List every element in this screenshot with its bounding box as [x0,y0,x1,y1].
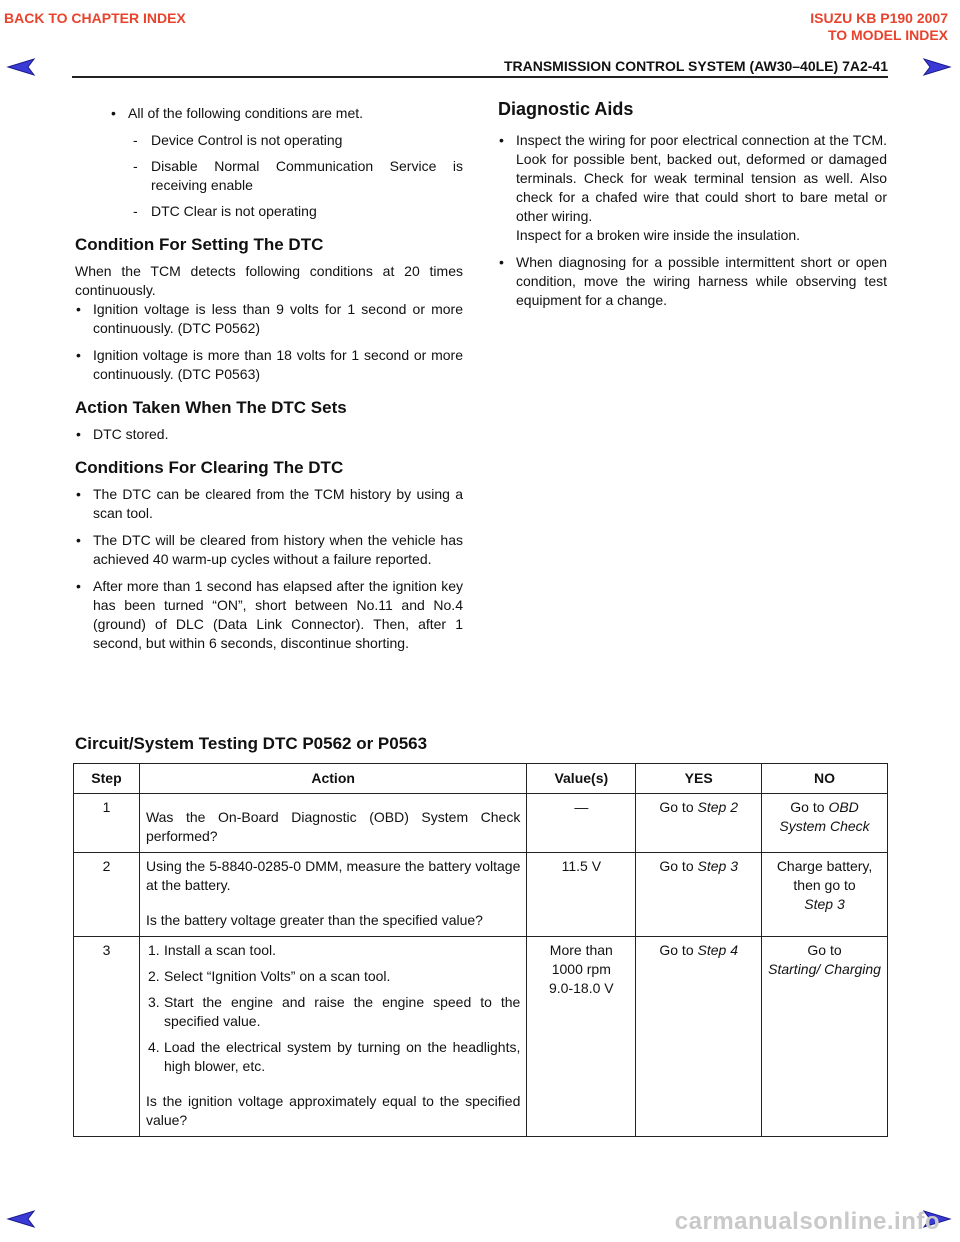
step-link[interactable]: Starting/ Charging [768,961,881,977]
prev-page-arrow-icon[interactable] [6,58,36,76]
intro-dash-item: - Disable Normal Communication Service is receiving enable [133,158,463,193]
clearing-heading: Conditions For Clearing The DTC [75,458,344,477]
sub-step: 3. Start the engine and raise the engine speed to the specified value. [147,994,521,1029]
step-no: Go to OBD System Check [762,794,888,853]
page-header-title: TRANSMISSION CONTROL SYSTEM (AW30–40LE) 7A2-41 [503,58,888,74]
step-action: Was the On-Board Diagnostic (OBD) System Check performed? [139,794,526,853]
intro-dash-item: - DTC Clear is not operating [133,203,317,219]
step-yes: Go to Step 4 [636,937,762,1137]
sub-step: 4. Load the electrical system by turning on the headlights, high blower, etc. [147,1039,521,1074]
setting-bullet: • Ignition voltage is more than 18 volts for 1 second or more continuously. (DTC P0563) [75,346,463,384]
action-heading: Action Taken When The DTC Sets [75,398,347,417]
intro-dash-item: - Device Control is not operating [133,132,343,148]
step-number: 2 [74,853,140,937]
column-header-values: Value(s) [527,764,636,794]
intro-bullet: • All of the following conditions are met. [110,104,463,123]
diagnostic-aid-bullet: • When diagnosing for a possible intermittent short or open condition, move the wiring harness while observing test equipment for a change. [498,253,887,310]
back-to-chapter-index-link[interactable]: BACK TO CHAPTER INDEX [4,10,186,26]
left-column [75,104,463,661]
table-row [74,853,888,937]
step-link[interactable]: OBD System Check [779,799,870,834]
prev-page-arrow-bottom-icon[interactable] [6,1210,36,1228]
step-yes: Go to Step 3 [636,853,762,937]
step-link[interactable]: Step 3 [697,858,738,874]
step-number: 1 [74,794,140,853]
setting-heading: Condition For Setting The DTC [75,235,324,254]
table-header-row [74,764,888,794]
clearing-bullet: • After more than 1 second has elapsed after the ignition key has been turned “ON”, short between No.11 and No.4 (ground) of DLC (Data Link Connector). Then, after 1 second, but within 6 seconds, discontinue shorting. [75,577,463,653]
column-header-no: NO [762,764,888,794]
diagnostic-steps-table [73,763,888,1137]
step-action: 1. Install a scan tool. 2. Select “Ignition Volts” on a scan tool. 3. Start the engine and raise the engine speed to the specified value. 4. Load the electrical system by turning on the headlights, high blower, etc. Is the ignition voltage approximately equal to the specified value? [139,937,526,1137]
diagnostic-aids-heading: Diagnostic Aids [498,99,634,119]
right-column [498,100,887,318]
setting-bullet: • Ignition voltage is less than 9 volts for 1 second or more continuously. (DTC P0562) [75,300,463,338]
model-name-label: ISUZU KB P190 2007 [810,10,948,26]
table-row [74,937,888,1137]
clearing-bullet: • The DTC will be cleared from history when the vehicle has achieved 40 warm-up cycles without a failure reported. [75,531,463,569]
step-no: Go to Starting/ Charging [762,937,888,1137]
clearing-bullet: • The DTC can be cleared from the TCM history by using a scan tool. [75,485,463,523]
next-page-arrow-icon[interactable] [922,58,952,76]
column-header-yes: YES [636,764,762,794]
step-number: 3 [74,937,140,1137]
step-yes: Go to Step 2 [636,794,762,853]
watermark: carmanualsonline.info [674,1208,940,1235]
setting-paragraph: When the TCM detects following conditions at 20 times continuously. [75,263,463,298]
step-value: 11.5 V [527,853,636,937]
sub-step: 1. Install a scan tool. [147,942,277,958]
model-index-nav[interactable] [810,10,948,44]
table-row [74,794,888,853]
step-action: Using the 5-8840-0285-0 DMM, measure the battery voltage at the battery. Is the battery voltage greater than the specified value? [139,853,526,937]
step-link[interactable]: Step 3 [804,896,845,912]
action-bullet: • DTC stored. [75,425,463,444]
step-link[interactable]: Step 4 [697,942,738,958]
sub-step: 2. Select “Ignition Volts” on a scan tool. [147,968,391,984]
header-divider [72,76,888,78]
column-header-action: Action [139,764,526,794]
step-value: — [527,794,636,853]
step-value: More than 1000 rpm 9.0-18.0 V [527,937,636,1137]
to-model-index-link[interactable]: TO MODEL INDEX [827,27,948,43]
column-header-step: Step [74,764,140,794]
diagnostic-aid-bullet: • Inspect the wiring for poor electrical connection at the TCM. Look for possible bent, backed out, deformed or damaged terminals. Check for weak terminal tension as well. Also check for a chafed wire that could short to bare metal or other wiring. Inspect for a broken wire inside the insulation. [498,131,887,245]
step-no: Charge battery, then go to Step 3 [762,853,888,937]
circuit-testing-heading: Circuit/System Testing DTC P0562 or P0563 [75,734,428,753]
step-link[interactable]: Step 2 [697,799,738,815]
